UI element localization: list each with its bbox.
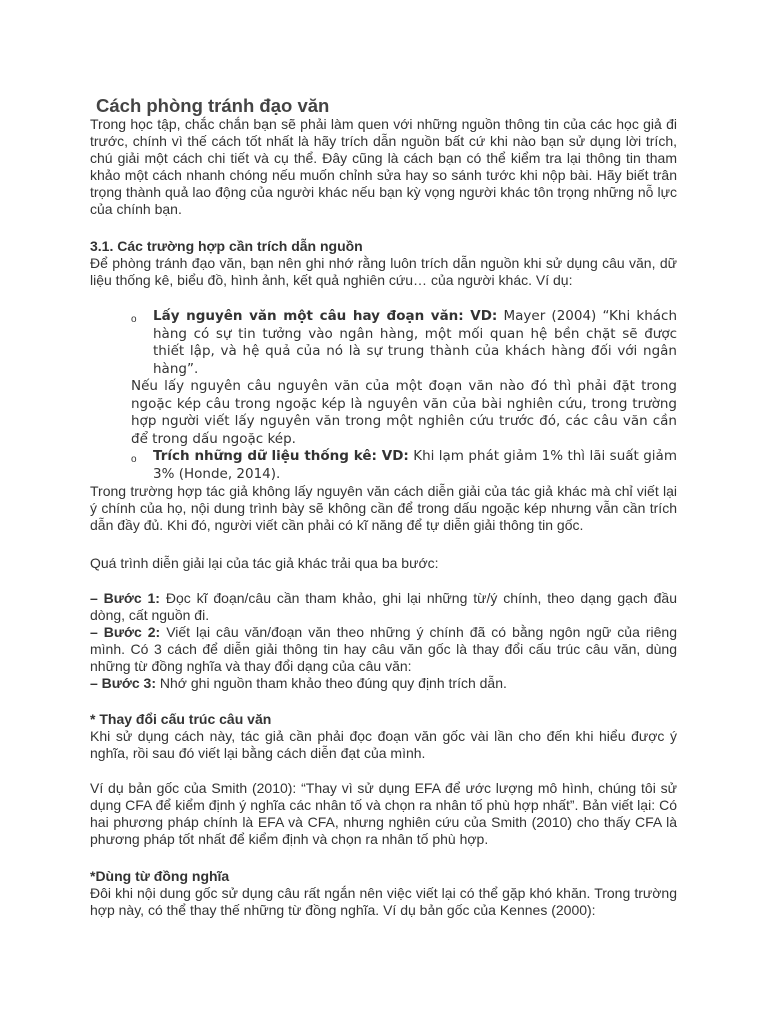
bullet-item-1 <box>153 308 677 378</box>
bullet-continuation: Nếu lấy nguyên câu nguyên văn của một đoạn văn nào đó thì phải đặt trong ngoặc kép câu trong ngoặc kép là nguyên văn của bài nghiên cứu, trong trường hợp người viết lấy nguyên văn trong một nghiên cứu trước đó, các câu văn cần để trong dấu ngoặc kép. <box>131 378 677 447</box>
steps-intro: Quá trình diễn giải lại của tác giả khác trải qua ba bước: <box>90 555 439 571</box>
synonyms-text: Đôi khi nội dung gốc sử dụng câu rất ngắn nên việc viết lại có thể gặp khó khăn. Trong trường hợp này, có thể thay thế những từ đồng nghĩa. Ví dụ bản gốc của Kennes (2000): <box>90 885 677 918</box>
bullet-item-2-text: Khi lạm phát giảm 1% thì lãi suất giảm 3% (Honde, 2014). <box>153 448 677 482</box>
step-3 <box>90 675 677 692</box>
structure-section <box>90 711 677 762</box>
step-1 <box>90 590 677 624</box>
bullet-item-2-label: Trích những dữ liệu thống kê: VD: <box>153 448 409 464</box>
steps-list <box>90 590 677 692</box>
section-3-1 <box>90 238 677 289</box>
bullet-item-1-label: Lấy nguyên văn một câu hay đoạn văn: VD: <box>153 308 498 324</box>
step-3-text: Nhớ ghi nguồn tham khảo theo đúng quy định trích dẫn. <box>156 675 507 691</box>
step-1-text: Đọc kĩ đoạn/câu cần tham khảo, ghi lại những từ/ý chính, theo dạng gạch đầu dòng, cất nguồn đi. <box>90 590 677 623</box>
bullet-marker-1: o <box>131 314 137 325</box>
synonyms-section <box>90 868 677 919</box>
page-title: Cách phòng tránh đạo văn <box>96 95 330 116</box>
step-3-label: – Bước 3: <box>90 675 157 691</box>
structure-text: Khi sử dụng cách này, tác giả cần phải đọc đoạn văn gốc vài lần cho đến khi hiểu được ý nghĩa, rồi sau đó viết lại bằng cách diễn đạt của mình. <box>90 728 677 761</box>
step-2-label: – Bước 2: <box>90 624 161 640</box>
bullet-marker-2: o <box>131 454 137 465</box>
synonyms-heading: *Dùng từ đồng nghĩa <box>90 868 230 884</box>
smith-example: Ví dụ bản gốc của Smith (2010): “Thay vì sử dụng EFA để ước lượng mô hình, chúng tôi sử dụng CFA để kiểm định ý nghĩa các nhân tố và chọn ra nhân tố phù hợp nhất”. Bản viết lại: Có hai phương pháp chính là EFA và CFA, nhưng nghiên cứu của Smith (2010) cho thấy CFA là phương pháp tốt nhất để kiểm định và chọn ra nhân tố phù hợp. <box>90 780 677 847</box>
paraphrase-paragraph: Trong trường hợp tác giả không lấy nguyên văn cách diễn giải của tác giả khác mà chỉ viết lại ý chính của họ, nội dung trình bày sẽ không cần để trong dấu ngoặc kép nhưng vẫn cần trích dẫn đầy đủ. Khi đó, người viết cần phải có kĩ năng để tự diễn giải thông tin gốc. <box>90 483 677 533</box>
step-2 <box>90 624 677 675</box>
section-3-1-text: Để phòng tránh đạo văn, bạn nên ghi nhớ rằng luôn trích dẫn nguồn khi sử dụng câu văn, dữ liệu thống kê, biểu đồ, hình ảnh, kết quả nghiên cứu… của người khác. Ví dụ: <box>90 255 677 288</box>
structure-heading: * Thay đổi cấu trúc câu văn <box>90 711 272 727</box>
bullet-item-1-text: Mayer (2004) “Khi khách hàng có sự tin tưởng vào ngân hàng, một mối quan hệ bền chặt sẽ được thiết lập, và hệ quả của nó là sự trung thành của khách hàng đối với ngân hàng”. <box>153 308 678 377</box>
intro-paragraph: Trong học tập, chắc chắn bạn sẽ phải làm quen với những nguồn thông tin của các học giả đi trước, chính vì thế cách tốt nhất là hãy trích dẫn nguồn bất cứ khi nào bạn sử dụng lời trích, chú giải một cách chi tiết và cụ thể. Đây cũng là cách bạn có thể kiểm tra lại thông tin tham khảo một cách nhanh chóng nếu muốn chỉnh sửa hay so sánh tước khi nộp bài. Hãy biết trân trọng thành quả lao động của người khác nếu bạn kỳ vọng người khác tôn trọng những nỗ lực của chính bạn. <box>90 116 677 217</box>
section-3-1-heading: 3.1. Các trường hợp cần trích dẫn nguồn <box>90 238 363 254</box>
bullet-item-2 <box>153 448 677 483</box>
step-1-label: – Bước 1: <box>90 590 160 606</box>
step-2-text: Viết lại câu văn/đoạn văn theo những ý chính đã có bằng ngôn ngữ của riêng mình. Có 3 cách để diễn giải thông tin hay câu văn gốc là thay đổi cấu trúc câu văn, dùng những từ đồng nghĩa và thay đổi dạng của câu văn: <box>90 624 677 674</box>
